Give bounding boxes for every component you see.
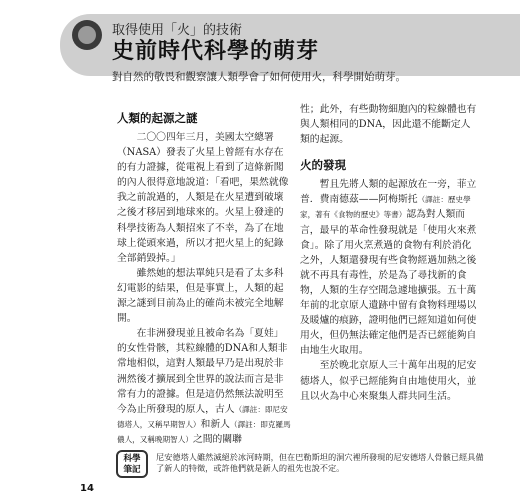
science-note <box>70 448 500 478</box>
left-column <box>117 110 292 447</box>
origin-paragraph-2: 雖然她的想法單純只是看了太多科幻電影的結果，但是事實上，人類的起源之謎到目前為止的確尚未被完全地解開。 <box>117 267 284 325</box>
section-heading-fire: 火的發現 <box>300 158 346 173</box>
chapter-bullet-icon <box>72 20 102 50</box>
fire-paragraph-1 <box>300 177 480 358</box>
translator-note-cromagnon: （譯註：即克羅馬儂人，又稱晚期智人） <box>117 419 291 444</box>
origin-paragraph-continuation: 性；此外，有些動物細胞內的粒線體也有與人類相同的DNA，因此還不能斷定人類的起源。 <box>300 104 477 146</box>
science-note-badge-line-2: 筆記 <box>123 465 141 475</box>
page-title: 史前時代科學的萌芽 <box>112 39 320 64</box>
origin-paragraph-3-part-a: 在非洲發現並且被命名為「夏娃」的女性骨骸，其粒線體的DNA和人類非常地相似，這對人類最早乃是出現於非洲然後才擴展到全世界的說法而言是非常有力的證據。但是這仍然無法說明至今為止所發現的原人，古人 <box>117 328 288 415</box>
origin-paragraph-1: 二〇〇四年三月，美國太空總署（NASA）發表了火星上曾經有水存在的有力證據，從電視上看到了這條新聞的內人很得意地說道：「看吧，果然就像我之前說過的，人類是在火星遭到破壞之後才移居到地球來的。火星上發達的科學技術為人類招來了不幸，為了在地球上從頭來過，所以才把火星上的紀錄全部銷毀掉。」 <box>117 132 289 264</box>
chapter-kicker: 取得使用「火」的技術 <box>112 23 243 38</box>
origin-paragraph-3-part-b: 和新人 <box>200 418 230 430</box>
translator-note-neanderthal: （譯註：即尼安德塔人，又稱早期智人） <box>117 404 288 429</box>
fire-paragraph-1-part-b: 認為對人類而言，最早的革命性發現就是「使用火來煮食」。除了用火烹煮過的食物有利於消化之外，人類還發現有些食物經過加熱之後就不再具有毒性，於是為了尋找新的食物，人類的生存空間急遽地擴張。五十萬年前的北京原人遺跡中留有食物料理場以及暖爐的痕跡，證明他們已經知道如何使用火，但仍無法確定他們是否已經能夠自由地生火取用。 <box>300 209 477 357</box>
right-column <box>300 102 480 404</box>
origin-paragraph-3-part-c: 之間的關聯 <box>192 433 242 445</box>
translator-note-armesto: （譯註：歷史學家，著有《食物的歷史》等書） <box>300 195 471 220</box>
section-heading-origin: 人類的起源之謎 <box>117 111 198 125</box>
science-note-badge <box>116 450 148 478</box>
origin-paragraph-3 <box>117 326 292 447</box>
page-subtitle: 對自然的敬畏和觀察讓人類學會了如何使用火，科學開始萌芽。 <box>112 71 406 83</box>
science-note-badge-line-1: 科學 <box>123 454 141 464</box>
fire-paragraph-2: 至於晚北京原人三十萬年出現的尼安德塔人，似乎已經能夠自由地使用火，並且以火為中心來聚集人群共同生活。 <box>300 360 477 402</box>
fire-paragraph-1-part-a: 暫且先將人類的起源放在一旁，菲立普．費南德茲——阿梅斯托 <box>300 179 477 206</box>
page-number: 14 <box>80 483 94 494</box>
science-note-text: 尼安德塔人雖然滅絕於冰河時期，但在巴勒斯坦的洞穴裡所發現的尼安德塔人骨骸已經具備了新人的特徵，或許他們就是新人的祖先也說不定。 <box>156 452 484 473</box>
